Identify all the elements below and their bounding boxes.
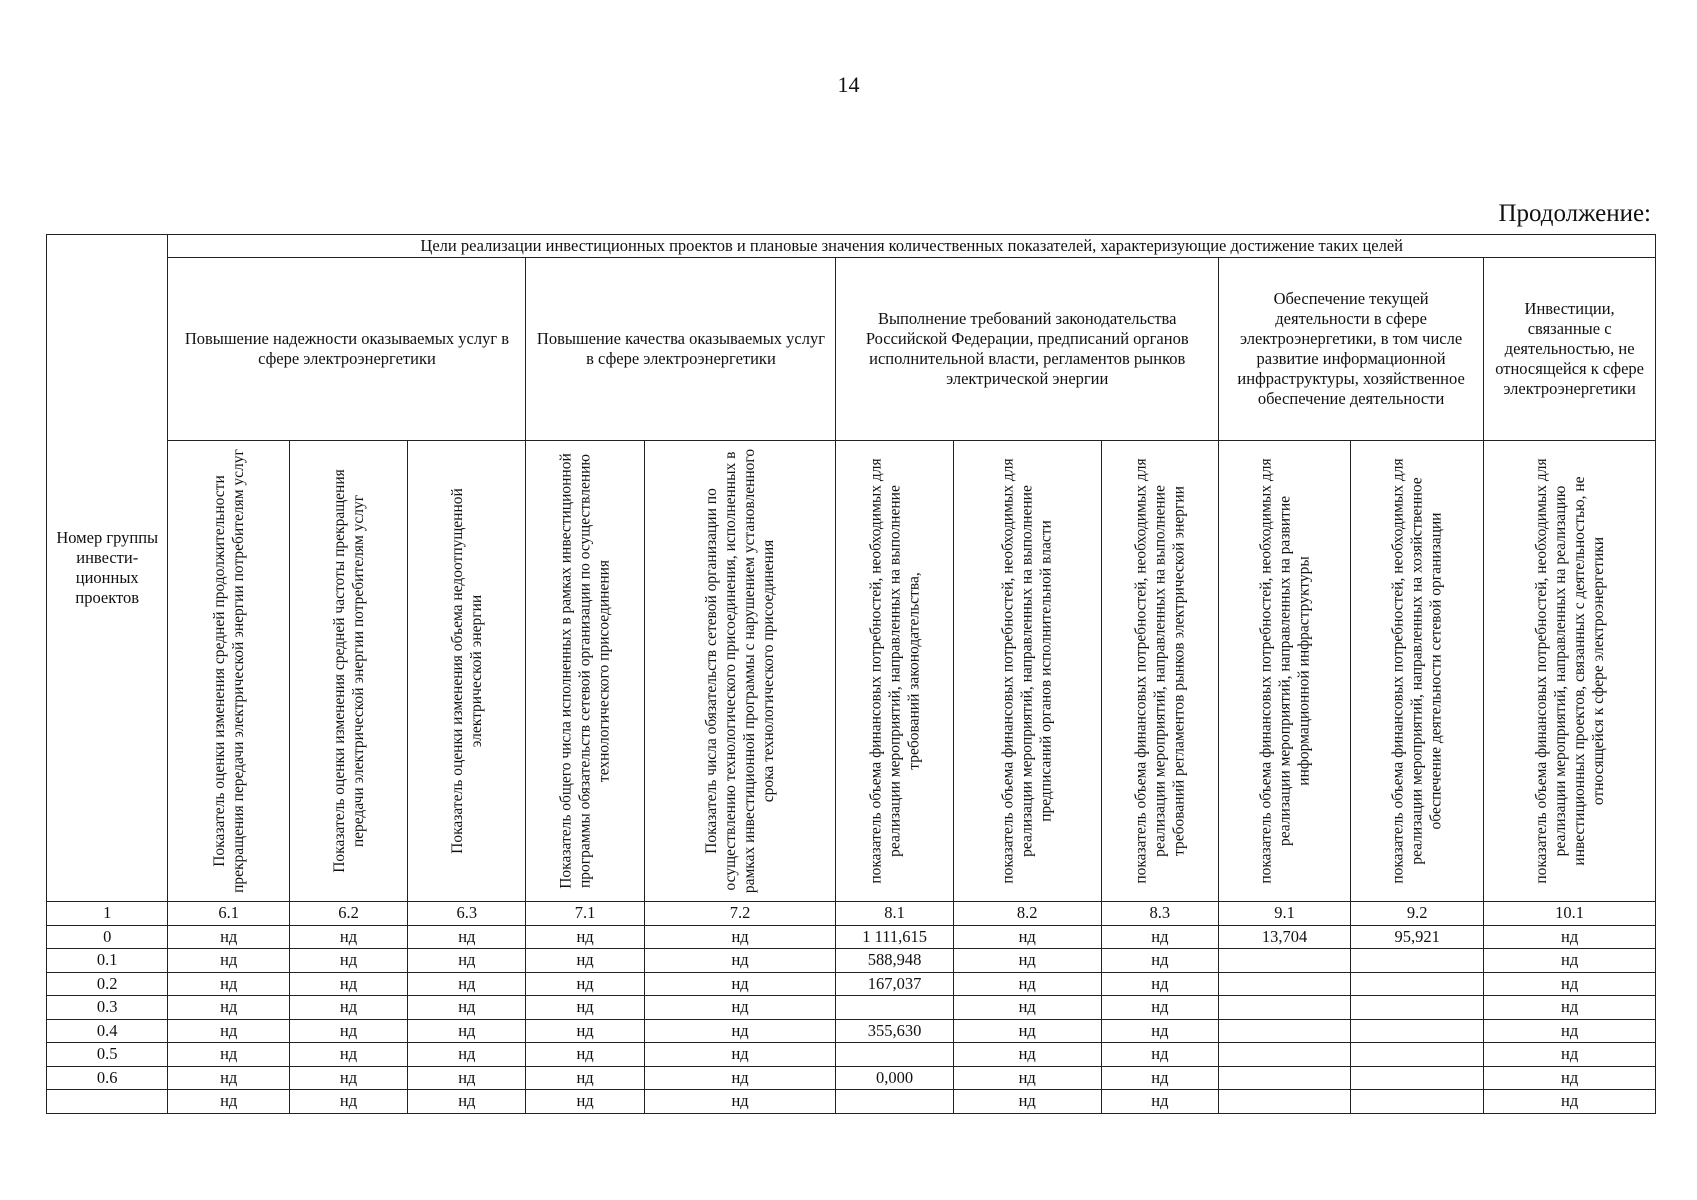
table-cell [1351,949,1484,973]
indicator-header [644,441,836,902]
table-cell: нд [526,1019,644,1043]
table-cell: нд [644,1066,836,1090]
table-cell [1218,1019,1350,1043]
table-cell: нд [1484,996,1656,1020]
table-cell: нд [168,925,289,949]
table-row [47,1090,1656,1114]
goal-reliability [168,258,526,441]
table-cell: нд [1101,996,1218,1020]
table-cell: нд [644,996,836,1020]
indicator-header [526,441,644,902]
goal-current-activity [1218,258,1483,441]
goal-label: Выполнение требований законодательства Российской Федерации, предписаний органов исполнительной власти, регламентов рынков электрической энергии [865,309,1189,388]
table-cell: нд [408,1019,526,1043]
table-cell: нд [1484,972,1656,996]
indicator-label: Показатель оценки изменения средней частоты прекращения передачи электрической энергии потребителям услуг [330,469,367,873]
table-cell: нд [644,972,836,996]
table-cell: нд [408,949,526,973]
table-cell [1218,972,1350,996]
table-cell [836,996,953,1020]
group-number-cell: 0.4 [47,1019,168,1043]
indicator-header [289,441,407,902]
table-cell [1351,1090,1484,1114]
indicator-label: Показатель оценки изменения средней продолжительности прекращения передачи электрической энергии потребителям услуг [210,449,247,893]
table-cell: нд [1101,1066,1218,1090]
table-cell: нд [289,1019,407,1043]
column-number: 9.1 [1218,902,1350,926]
table-cell: нд [1484,1090,1656,1114]
column-number: 10.1 [1484,902,1656,926]
table-cell [1218,1090,1350,1114]
table-cell [1351,1019,1484,1043]
table-cell: 355,630 [836,1019,953,1043]
table-cell: нд [289,1090,407,1114]
table-cell: нд [1101,949,1218,973]
table-cell: нд [289,925,407,949]
table-row [47,949,1656,973]
table-cell: нд [408,972,526,996]
table-cell: нд [1101,925,1218,949]
indicator-label: показатель объема финансовых потребностей, необходимых для реализации мероприятий, направленных на развитие информационной инфраструктуры [1257,458,1312,884]
column-number: 6.3 [408,902,526,926]
goal-label: Повышение надежности оказываемых услуг в сфере электроэнергетики [184,329,510,368]
indicator-label: показатель объема финансовых потребностей, необходимых для реализации мероприятий, направленных на хозяйственное обеспечение деятельности сетевой организации [1389,458,1445,884]
table-cell: нд [408,1043,526,1067]
indicator-label: показатель объема финансовых потребностей, необходимых для реализации мероприятий, направленных на выполнение требований регламентов рынков электрической энергии [1132,458,1188,884]
column-number: 8.1 [836,902,953,926]
table-cell: нд [408,1066,526,1090]
table-cell [1218,949,1350,973]
table-cell: нд [168,1043,289,1067]
table-cell: 13,704 [1218,925,1350,949]
table-row [47,972,1656,996]
table-cell [1351,996,1484,1020]
table-cell: нд [1101,1043,1218,1067]
column-number: 6.2 [289,902,407,926]
table-cell: нд [408,925,526,949]
indicator-label: Показатель общего числа исполненных в рамках инвестиционной программы обязательств сетевой организации по осуществлению технологического присоединения [557,453,613,889]
goal-legal-requirements [836,258,1218,441]
table-row [47,1019,1656,1043]
table-cell: 0,000 [836,1066,953,1090]
table-cell: нд [1484,925,1656,949]
group-number-cell: 0.6 [47,1066,168,1090]
table-cell [1351,1066,1484,1090]
table-cell: 95,921 [1351,925,1484,949]
table-cell: нд [1484,1043,1656,1067]
table-row [47,1043,1656,1067]
indicator-label: показатель объема финансовых потребностей, необходимых для реализации мероприятий, направленных на выполнение требований законодательства, [867,458,923,884]
indicator-header [408,441,526,902]
table-cell [1218,996,1350,1020]
column-number: 7.2 [644,902,836,926]
table-cell: нд [168,996,289,1020]
table-cell [836,1043,953,1067]
table-row [47,996,1656,1020]
group-number-cell: 0.1 [47,949,168,973]
table-cell: нд [953,1066,1101,1090]
table-cell: нд [953,1090,1101,1114]
column-number: 8.2 [953,902,1101,926]
indicator-header [168,441,289,902]
group-number-cell [47,1090,168,1114]
indicator-header [1101,441,1218,902]
indicator-header [953,441,1101,902]
table-cell: нд [168,1019,289,1043]
table-cell: нд [644,1019,836,1043]
table-cell: нд [953,1019,1101,1043]
table-cell: нд [526,996,644,1020]
table-cell: нд [1484,1019,1656,1043]
indicator-header [836,441,953,902]
goals-top-header: Цели реализации инвестиционных проектов и плановые значения количественных показателей, характеризующие достижение таких целей [168,235,1656,258]
table-cell: нд [644,1043,836,1067]
indicator-header [1484,441,1656,902]
table-cell: нд [526,972,644,996]
group-number-cell: 0 [47,925,168,949]
table-cell: нд [1484,1066,1656,1090]
table-cell: нд [408,996,526,1020]
table-cell: нд [953,925,1101,949]
table-cell: нд [168,1066,289,1090]
table-cell: нд [526,949,644,973]
table-cell: нд [526,1066,644,1090]
investment-goals-table [46,234,1656,1114]
table-row [47,1066,1656,1090]
table-cell: нд [644,925,836,949]
column-number: 6.1 [168,902,289,926]
table-cell: нд [168,972,289,996]
column-number: 9.2 [1351,902,1484,926]
group-number-header: Номер группы инвести-ционных проектов [47,235,168,902]
table-cell [1351,972,1484,996]
table-cell: 588,948 [836,949,953,973]
table-cell: нд [953,996,1101,1020]
table-cell: нд [526,1090,644,1114]
goal-non-energy-investments [1484,258,1656,441]
group-number-cell: 0.3 [47,996,168,1020]
table-cell: нд [289,949,407,973]
table-cell: нд [644,949,836,973]
table-cell: нд [168,1090,289,1114]
table-cell: нд [168,949,289,973]
table-row [47,925,1656,949]
column-number: 7.1 [526,902,644,926]
goal-quality [526,258,836,441]
table-cell: 1 111,615 [836,925,953,949]
column-number: 8.3 [1101,902,1218,926]
table-cell: нд [289,996,407,1020]
table-cell: 167,037 [836,972,953,996]
table-cell [1218,1066,1350,1090]
table-cell: нд [953,972,1101,996]
column-number: 1 [47,902,168,926]
group-number-cell: 0.5 [47,1043,168,1067]
indicator-label: показатель объема финансовых потребностей, необходимых для реализации мероприятий, направленных на реализацию инвестиционных проектов, связанных с деятельностью, не относящейся к сфере электроэнергетики [1532,458,1607,884]
goal-label: Обеспечение текущей деятельности в сфере электроэнергетики, в том числе развитие информационной инфраструктуры, хозяйственное обеспечение деятельности [1237,289,1465,408]
table-cell: нд [289,1066,407,1090]
table-cell: нд [526,1043,644,1067]
table-cell: нд [953,1043,1101,1067]
table-cell: нд [644,1090,836,1114]
goal-label: Повышение качества оказываемых услуг в сфере электроэнергетики [536,329,825,368]
indicator-label: Показатель оценки изменения объема недоотпущенной электрической энергии [448,488,485,854]
table-cell [1351,1043,1484,1067]
table-cell: нд [289,972,407,996]
table-cell: нд [1101,1090,1218,1114]
table-cell: нд [1101,1019,1218,1043]
table-cell: нд [526,925,644,949]
table-cell: нд [953,949,1101,973]
group-number-cell: 0.2 [47,972,168,996]
table-cell: нд [289,1043,407,1067]
continuation-label: Продолжение: [1498,200,1651,227]
indicator-label: Показатель числа обязательств сетевой организации по осуществлению технологического присоединения, исполненных в рамках инвестиционной программы с нарушением установленного срока технологического присоединения [703,448,778,894]
table-cell: нд [408,1090,526,1114]
table-cell: нд [1101,972,1218,996]
indicator-header [1351,441,1484,902]
goal-label: Инвестиции, связанные с деятельностью, не относящейся к сфере электроэнергетики [1495,299,1645,398]
page-number: 14 [837,72,860,97]
indicator-header [1218,441,1350,902]
table-cell [836,1090,953,1114]
table-cell: нд [1484,949,1656,973]
table-cell [1218,1043,1350,1067]
indicator-label: показатель объема финансовых потребностей, необходимых для реализации мероприятий, направленных на выполнение предписаний органов исполнительной власти [999,458,1055,884]
